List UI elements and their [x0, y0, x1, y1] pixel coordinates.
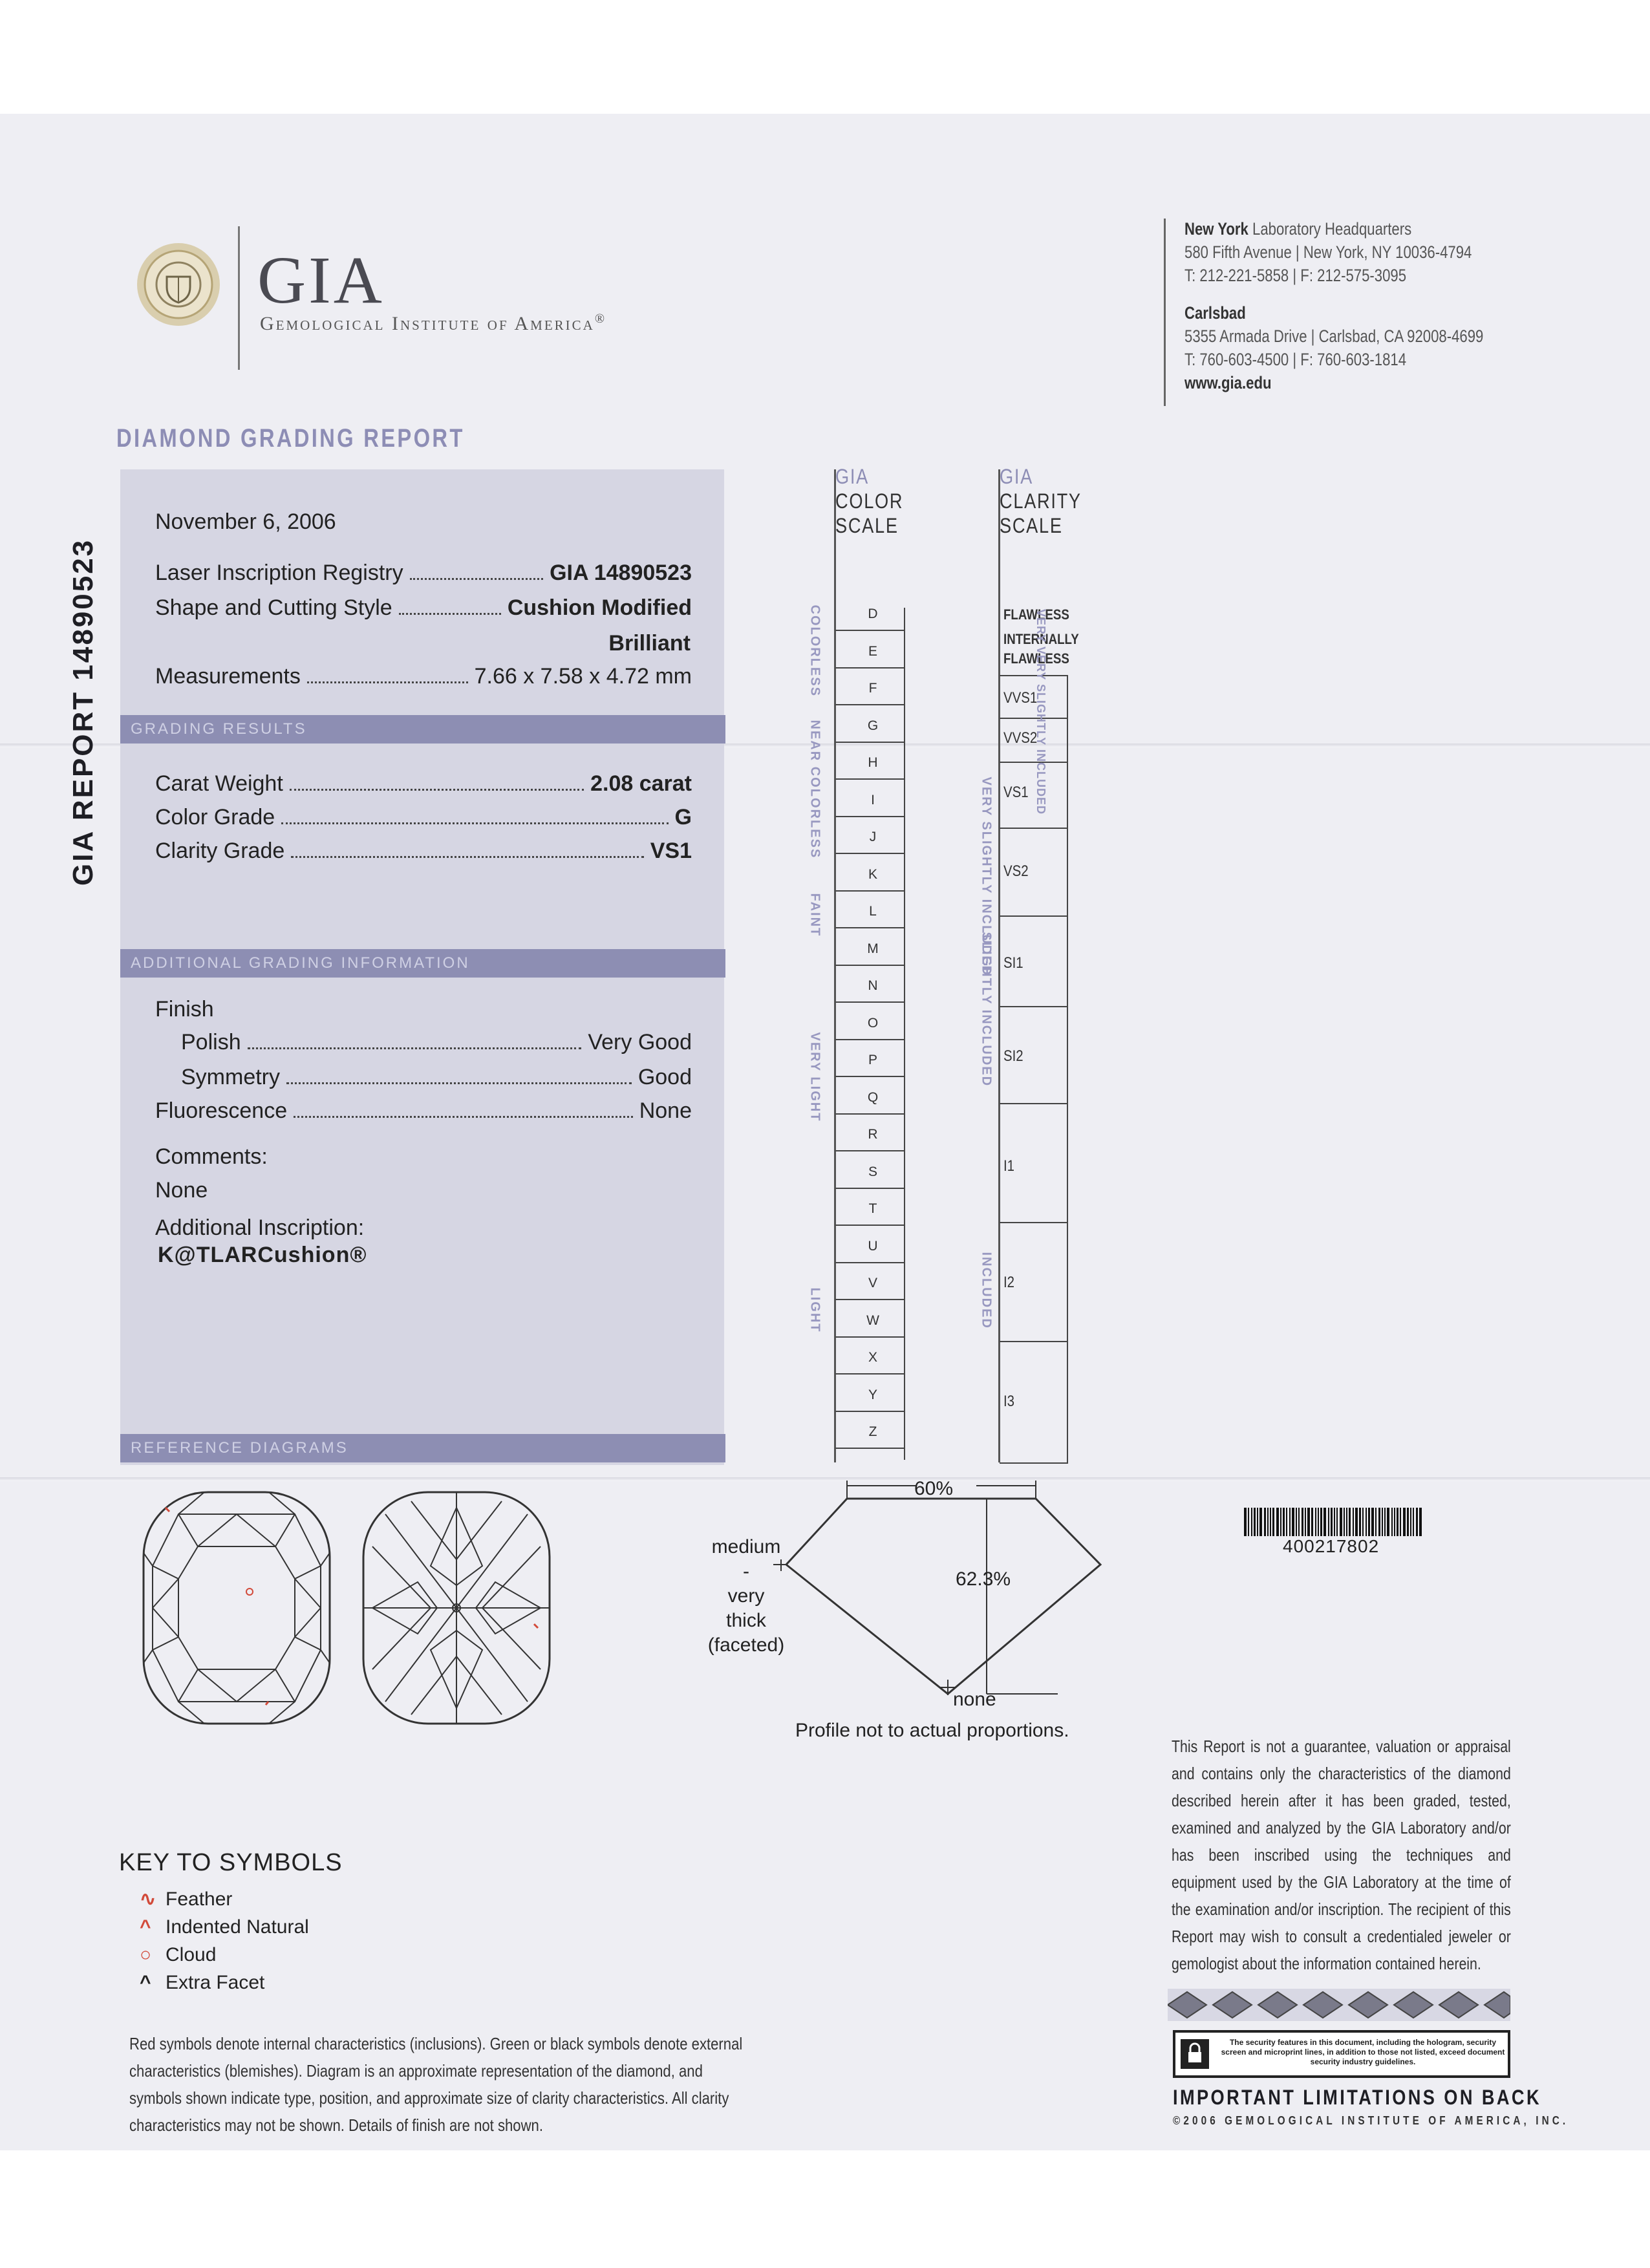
carat-row: Carat Weight 2.08 carat [155, 771, 692, 796]
laser-inscription-row: Laser Inscription Registry GIA 14890523 [155, 561, 692, 585]
shape-row: Shape and Cutting Style Cushion Modified [155, 595, 692, 620]
color-scale-right-rule [904, 608, 905, 1460]
measurements-row: Measurements 7.66 x 7.58 x 4.72 mm [155, 664, 692, 689]
color-grade-o: O [867, 1015, 879, 1031]
report-title: DIAMOND GRADING REPORT [116, 424, 465, 453]
key-list [140, 1885, 309, 1996]
range-included: INCLUDED [979, 1252, 994, 1329]
reference-diagrams-band: REFERENCE DIAGRAMS [120, 1434, 725, 1462]
clarity-internally-flawless: FLAWLESS [1003, 650, 1069, 667]
color-grade-f: F [868, 681, 877, 696]
color-grade-d: D [868, 606, 878, 621]
polish-row: Polish Very Good [181, 1030, 692, 1054]
color-grade-r: R [868, 1127, 878, 1142]
clarity-grade-tick [1000, 915, 1068, 917]
color-grade-tick [835, 630, 905, 631]
range-vs: VERY SLIGHTLY INCLUDED [979, 776, 994, 976]
color-scale-rule [834, 469, 836, 1462]
grading-results-band: GRADING RESULTS [120, 715, 725, 744]
inscription-value: K@TLARCushion® [158, 1243, 367, 1267]
color-scale-header: GIA COLOR SCALE [835, 465, 904, 537]
clarity-grade-vvs1: VVS1 [1003, 689, 1038, 707]
gia-logo-text: GIA [257, 243, 385, 317]
finish-label: Finish [155, 997, 214, 1022]
color-grade-y: Y [868, 1387, 877, 1402]
key-feather: ∿ Feather [140, 1888, 233, 1910]
color-grade-tick [835, 965, 905, 966]
hologram-strip-icon [1168, 1989, 1510, 2024]
color-grade-tick [835, 816, 905, 817]
clarity-flawless: FLAWLESS [1003, 606, 1069, 623]
color-grade-tick [835, 1262, 905, 1263]
color-grade-tick [835, 853, 905, 854]
color-grade-v: V [868, 1276, 877, 1290]
color-grade-tick [835, 1001, 905, 1003]
color-grade-p: P [868, 1053, 877, 1067]
security-box [1173, 2030, 1510, 2078]
color-grade-i: I [871, 792, 875, 808]
clarity-grade-tick [1000, 1006, 1068, 1007]
important-limitations: IMPORTANT LIMITATIONS ON BACK [1173, 2086, 1542, 2109]
color-grade-tick [835, 1188, 905, 1189]
color-grade-tick [835, 1039, 905, 1040]
clarity-grade-i3: I3 [1003, 1393, 1015, 1410]
security-text: The security features in this document, including the hologram, security screen and microprint lines, in addition to those not listed, exceed document security industry guidelines. [1221, 2038, 1505, 2066]
clarity-scale-rule [998, 469, 1000, 1462]
color-grade-n: N [868, 978, 878, 993]
clarity-grade-row: Clarity Grade VS1 [155, 839, 692, 863]
clarity-grade-vs1: VS1 [1003, 784, 1029, 801]
color-grade-m: M [867, 941, 879, 956]
range-very-light: VERY LIGHT [808, 1032, 822, 1122]
address-divider [1164, 219, 1166, 406]
color-grade-tick [835, 1336, 905, 1338]
color-grade-tick [835, 704, 905, 705]
lab-addresses: New York Laboratory Headquarters 580 Fifth Avenue | New York, NY 10036-4794 T: 212-221-5858 | F: 212-575-3095 Carlsbad 5355 Armada Drive | Carlsbad, CA 92008-4699 T: 760-603-4500 | F: 760-603-1814 www.gia.edu [1184, 219, 1484, 392]
lock-icon [1181, 2039, 1209, 2069]
clarity-scale-right-rule [1067, 675, 1068, 1462]
color-grade-tick [835, 778, 905, 780]
logo-divider [238, 226, 240, 370]
color-grade-w: W [866, 1312, 879, 1328]
color-grade-tick [835, 1076, 905, 1077]
range-faint: FAINT [808, 893, 822, 937]
key-cloud: ○ Cloud [140, 1944, 217, 1965]
girdle-description: medium - very thick (faceted) [707, 1536, 785, 1656]
fluorescence-row: Fluorescence None [155, 1098, 692, 1123]
clarity-grade-tick [1000, 1222, 1068, 1223]
color-grade-l: L [869, 904, 877, 919]
disclaimer: This Report is not a guarantee, valuation or appraisal and contains only the characteristics of the diamond described herein after it has been graded, tested, examined and analyzed by the GIA Laboratory and/or has been inscribed using the techniques and equipment used by the GIA Laboratory at the time of the examination and/or inscription. The recipient of this Report may wish to consult a credentialed jeweler or gemologist about the information contained herein. [1172, 1737, 1511, 1973]
color-grade-tick [835, 667, 905, 669]
clarity-grade-si1: SI1 [1003, 954, 1023, 972]
color-grade-tick [835, 890, 905, 892]
range-colorless: COLORLESS [808, 604, 822, 697]
table-percentage: 60% [914, 1478, 954, 1499]
profile-note: Profile not to actual proportions. [795, 1720, 1069, 1741]
range-near-colorless: NEAR COLORLESS [808, 720, 822, 859]
clarity-grade-vs2: VS2 [1003, 862, 1029, 880]
inscription-label: Additional Inscription: [155, 1215, 365, 1240]
color-grade-tick [835, 927, 905, 928]
clarity-internally: INTERNALLY [1003, 631, 1079, 647]
clarity-grade-tick [1000, 1103, 1068, 1104]
color-grade-h: H [868, 755, 878, 770]
color-grade-tick [835, 1411, 905, 1412]
clarity-scale-header: GIA CLARITY SCALE [1000, 465, 1082, 537]
color-grade-tick [835, 1373, 905, 1375]
institute-name: Gemological Institute of America® [260, 312, 607, 334]
copyright: ©2006 GEMOLOGICAL INSTITUTE OF AMERICA, INC. [1173, 2114, 1569, 2127]
key-fine-print: Red symbols denote internal characteristics (inclusions). Green or black symbols denote external characteristics (blemishes). Diagram is an approximate representation of the diamond, and symbols shown indicate type, position, and approximate size of clarity characteristics. All clarity characteristics may not be shown. Details of finish are not shown. [129, 2034, 743, 2135]
comments-label: Comments: [155, 1144, 268, 1169]
clarity-grade-i1: I1 [1003, 1157, 1015, 1175]
color-grade-row: Color Grade G [155, 805, 692, 829]
color-grade-tick [835, 1225, 905, 1226]
color-grade-tick [835, 1150, 905, 1151]
barcode-icon [1244, 1508, 1422, 1539]
range-si: SLIGHTLY INCLUDED [979, 932, 994, 1087]
clarity-grade-vvs2: VVS2 [1003, 729, 1038, 747]
key-extra-facet: ^ Extra Facet [140, 1972, 265, 1993]
color-grade-tick [835, 1113, 905, 1115]
color-grade-k: K [868, 866, 877, 882]
clarity-grade-tick [1000, 1462, 1068, 1464]
color-grade-e: E [868, 643, 877, 659]
color-grade-x: X [868, 1350, 877, 1365]
color-grade-g: G [867, 718, 879, 733]
additional-info-band: ADDITIONAL GRADING INFORMATION [120, 949, 725, 978]
crown-plot-diagram [140, 1488, 334, 1731]
color-grade-tick [835, 1299, 905, 1300]
clarity-grade-si2: SI2 [1003, 1047, 1023, 1065]
color-grade-z: Z [868, 1424, 877, 1439]
color-grade-j: J [869, 829, 877, 844]
depth-percentage: 62.3% [956, 1568, 1011, 1590]
clarity-grade-tick [1000, 1341, 1068, 1342]
profile-diagram [767, 1474, 1103, 1723]
shape-value-cont: Brilliant [608, 631, 691, 656]
barcode-number: 400217802 [1283, 1536, 1380, 1556]
range-vvs: VERY VERY SLIGHTLY INCLUDED [1034, 608, 1047, 815]
report-date: November 6, 2006 [155, 509, 336, 534]
range-light: LIGHT [808, 1287, 822, 1333]
culet-description: none [953, 1689, 996, 1710]
color-grade-t: T [868, 1201, 877, 1216]
comments-value: None [155, 1178, 208, 1203]
color-grade-s: S [868, 1164, 877, 1179]
key-indented-natural: ^ Indented Natural [140, 1916, 309, 1938]
symmetry-row: Symmetry Good [181, 1065, 692, 1089]
side-report-id: GIA REPORT 14890523 [67, 538, 99, 886]
color-grade-tick [835, 1448, 905, 1449]
clarity-grade-i2: I2 [1003, 1274, 1015, 1291]
pavilion-plot-diagram [359, 1488, 553, 1731]
color-grade-tick [835, 742, 905, 743]
color-grade-q: Q [867, 1089, 879, 1105]
gia-seal-icon [134, 241, 222, 332]
key-title: KEY TO SYMBOLS [119, 1849, 343, 1876]
color-grade-u: U [868, 1238, 878, 1254]
